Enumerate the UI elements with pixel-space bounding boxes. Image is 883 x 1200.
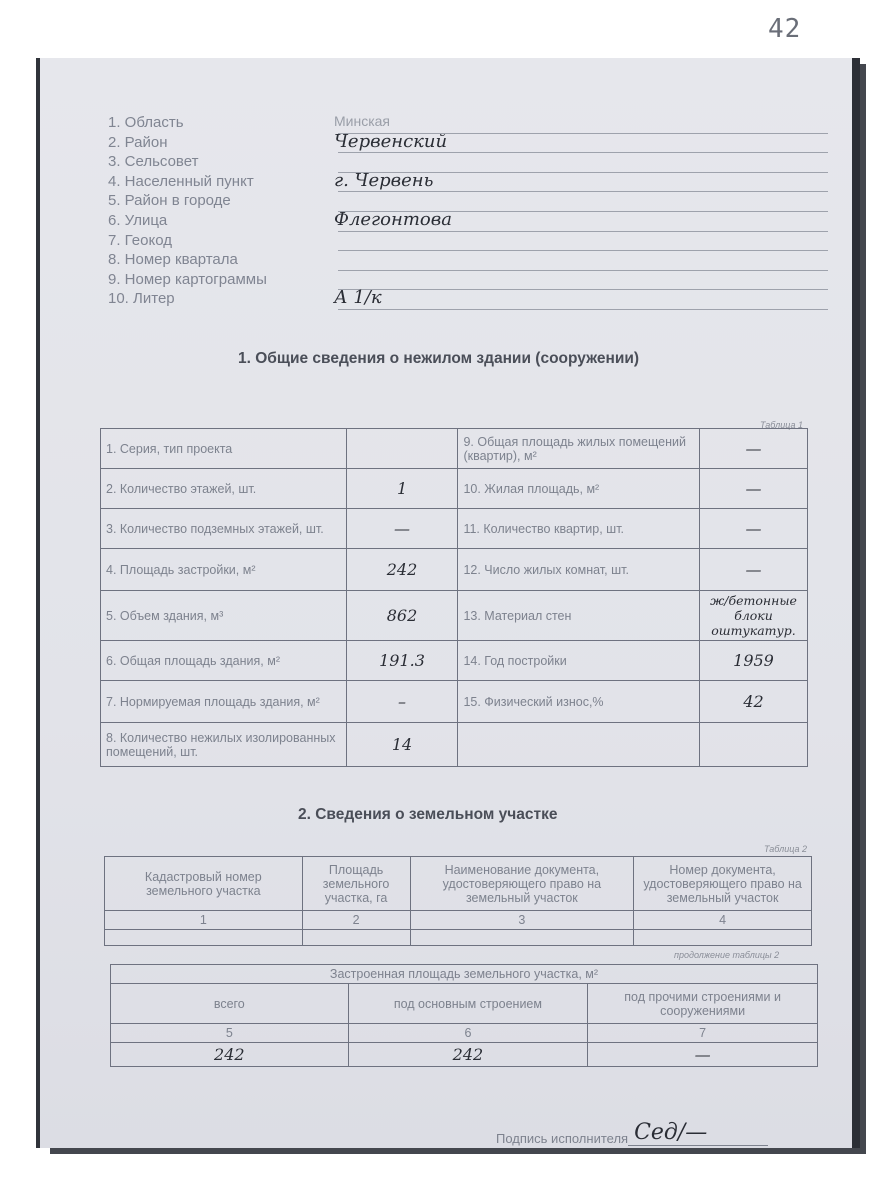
cell-value: 242: [346, 549, 458, 591]
column-header: Кадастровый номер земельного участка: [105, 857, 303, 911]
cell-label: 7. Нормируемая площадь здания, м²: [101, 681, 347, 723]
table-row: [101, 641, 808, 681]
field-value: Минская: [334, 113, 391, 129]
table1-label: Таблица 1: [760, 420, 804, 430]
table-header-row: [111, 965, 818, 984]
column-header: Наименование документа, удостоверяющего право на земельный участок: [410, 857, 634, 911]
cell-value: 862: [346, 591, 458, 641]
cell-value: [346, 429, 458, 469]
cell-value: ж/бетонные блоки оштукатур.: [700, 591, 808, 641]
table-number-row: [105, 911, 812, 930]
field-label: 3. Сельсовет: [108, 153, 199, 171]
cell-value: [700, 723, 808, 767]
cell-value: –: [346, 681, 458, 723]
general-info-table: [100, 428, 808, 767]
field-city-district: [108, 192, 808, 212]
cell-value: 191.3: [346, 641, 458, 681]
cell-label: 9. Общая площадь жилых помещений (квартир), м²: [458, 429, 700, 469]
table-row: [101, 591, 808, 641]
field-quarter: [108, 251, 808, 271]
field-value: г. Червень: [334, 169, 434, 191]
column-number: 2: [302, 911, 410, 930]
table-row: [101, 549, 808, 591]
column-number: 3: [410, 911, 634, 930]
column-number: 4: [634, 911, 812, 930]
section1-title: 1. Общие сведения о нежилом здании (сооружении): [238, 350, 640, 367]
cell-label: 10. Жилая площадь, м²: [458, 469, 700, 509]
cell-value: —: [700, 509, 808, 549]
cell-value: —: [700, 469, 808, 509]
table-row: [101, 723, 808, 767]
table-header-row: [111, 984, 818, 1024]
cell-value: —: [700, 549, 808, 591]
field-settlement: [108, 169, 808, 193]
cell-label: 4. Площадь застройки, м²: [101, 549, 347, 591]
table-row: [111, 1043, 818, 1067]
cell-label: [458, 723, 700, 767]
field-selsovet: [108, 153, 808, 173]
signature-label: Подпись исполнителя: [496, 1131, 629, 1146]
cell-value: 14: [346, 723, 458, 767]
built-area-table: [110, 964, 818, 1067]
table-header-row: [105, 857, 812, 911]
cell-label: 12. Число жилых комнат, шт.: [458, 549, 700, 591]
column-number: 6: [348, 1024, 588, 1043]
cell-label: 2. Количество этажей, шт.: [101, 469, 347, 509]
field-raion: [108, 130, 808, 154]
document-sheet: [36, 58, 852, 1148]
cell-value: —: [588, 1043, 818, 1067]
column-header: всего: [111, 984, 349, 1024]
table-row: [105, 930, 812, 946]
column-header: Застроенная площадь земельного участка, м²: [111, 965, 818, 984]
field-label: 10. Литер: [108, 290, 175, 308]
table-row: [101, 509, 808, 549]
cell-value: 1: [346, 469, 458, 509]
cell-value: 242: [111, 1043, 349, 1067]
cell-label: 8. Количество нежилых изолированных помещений, шт.: [101, 723, 347, 767]
cell-value: —: [700, 429, 808, 469]
table-row: [101, 429, 808, 469]
cell-label: 11. Количество квартир, шт.: [458, 509, 700, 549]
signature-mark: Сед/—: [634, 1120, 708, 1145]
cell-label: 13. Материал стен: [458, 591, 700, 641]
field-street: [108, 208, 808, 232]
cell-value: 42: [700, 681, 808, 723]
cell-label: 5. Объем здания, м³: [101, 591, 347, 641]
cell-value: 1959: [700, 641, 808, 681]
column-header: Площадь земельного участка, га: [302, 857, 410, 911]
table2-label: Таблица 2: [764, 844, 808, 854]
field-geocode: [108, 232, 808, 252]
field-label: 7. Геокод: [108, 231, 172, 249]
cell-label: 6. Общая площадь здания, м²: [101, 641, 347, 681]
column-header: под основным строением: [348, 984, 588, 1024]
section2-title: 2. Сведения о земельном участке: [298, 806, 558, 823]
column-number: 1: [105, 911, 303, 930]
address-fields: [108, 114, 808, 310]
cell-label: 15. Физический износ,%: [458, 681, 700, 723]
field-value: Флегонтова: [334, 208, 452, 230]
field-cartogram: [108, 271, 808, 291]
field-label: 8. Номер квартала: [108, 251, 238, 269]
table-row: [101, 469, 808, 509]
field-liter: [108, 287, 808, 310]
column-number: 7: [588, 1024, 818, 1043]
table-row: [101, 681, 808, 723]
field-label: 2. Район: [108, 133, 168, 151]
field-label: 5. Район в городе: [108, 192, 231, 210]
continuation-label: продолжение таблицы 2: [674, 950, 780, 960]
page-number: 42: [768, 14, 802, 44]
table-number-row: [111, 1024, 818, 1043]
signature-block: [496, 1120, 768, 1146]
cell-value: 242: [348, 1043, 588, 1067]
field-label: 6. Улица: [108, 211, 168, 229]
column-header: Номер документа, удостоверяющего право на земельный участок: [634, 857, 812, 911]
field-label: 4. Населенный пункт: [108, 172, 254, 190]
cell-label: 14. Год постройки: [458, 641, 700, 681]
cell-label: 1. Серия, тип проекта: [101, 429, 347, 469]
land-plot-table: [104, 856, 812, 946]
cell-value: —: [346, 509, 458, 549]
field-label: 9. Номер картограммы: [108, 270, 267, 288]
column-header: под прочими строениями и сооружениями: [588, 984, 818, 1024]
column-number: 5: [111, 1024, 349, 1043]
field-label: 1. Область: [108, 114, 184, 131]
field-value: А 1/к: [334, 287, 382, 309]
cell-label: 3. Количество подземных этажей, шт.: [101, 509, 347, 549]
field-oblast: [108, 114, 808, 134]
field-value: Червенский: [334, 130, 448, 152]
